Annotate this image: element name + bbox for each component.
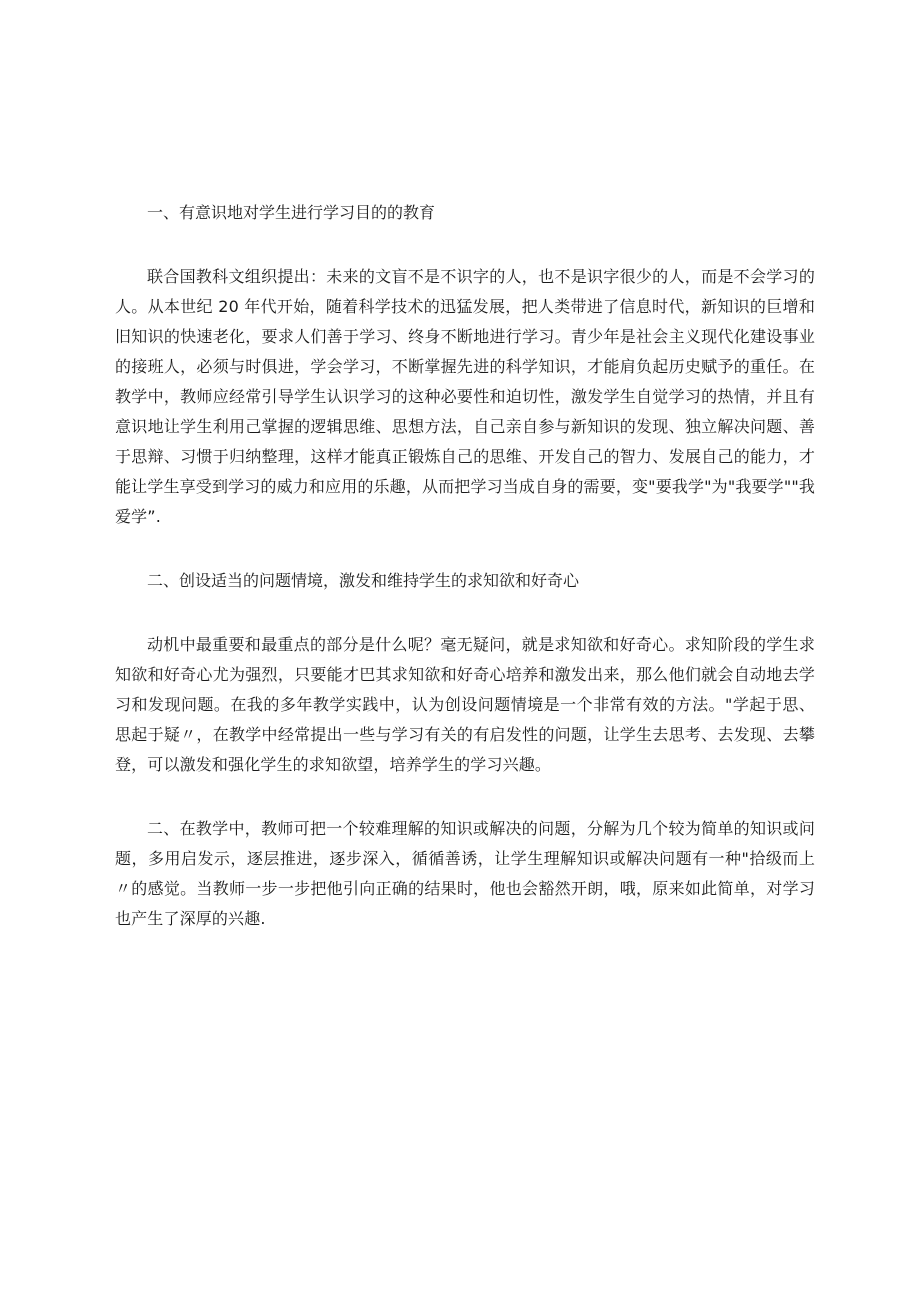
section-1-heading: 一、有意识地对学生进行学习目的的教育: [147, 203, 436, 222]
document-body: [115, 198, 815, 934]
section-2-paragraph: 动机中最重要和最重点的部分是什么呢？毫无疑问，就是求知欲和好奇心。求知阶段的学生求知欲和好奇心尤为强烈，只要能才巴其求知欲和好奇心培养和激发出来，那么他们就会自动地去学习和发现问题。在我的多年教学实践中，认为创设问题情境是一个非常有效的方法。"学起于思、思起于疑〃，在教学中经常提出一些与学习有关的有启发性的问题，让学生去思考、去发现、去攀登，可以激发和强化学生的求知欲望，培养学生的学习兴趣。: [115, 635, 815, 774]
section-1-paragraph: 联合国教科文组织提出：未来的文盲不是不识字的人，也不是识字很少的人，而是不会学习的人。从本世纪 20 年代开始，随着科学技术的迅猛发展，把人类带进了信息时代，新知识的巨增和旧知识的快速老化，要求人们善于学习、终身不断地进行学习。青少年是社会主义现代化建设事业的接班人，必须与时俱进，学会学习，不断掌握先进的科学知识，才能肩负起历史赋予的重任。在教学中，教师应经常引导学生认识学习的这种必要性和迫切性，激发学生自觉学习的热情，并且有意识地让学生利用己掌握的逻辑思维、思想方法，自己亲自参与新知识的发现、独立解决问题、善于思辩、习惯于归纳整理，这样才能真正锻炼自己的思维、开发自己的智力、发展自己的能力，才能让学生享受到学习的威力和应用的乐趣，从而把学习当成自身的需要，变"要我学"为"我要学""我爱学”.: [115, 267, 815, 526]
section-3-paragraph: 二、在教学中，教师可把一个较难理解的知识或解决的问题，分解为几个较为简单的知识或问题，多用启发示，逐层推进，逐步深入，循循善诱，让学生理解知识或解决问题有一种"拾级而上〃的感觉。当教师一步一步把他引向正确的结果时，他也会豁然开朗，哦，原来如此简单，对学习也产生了深厚的兴趣.: [115, 819, 815, 928]
section-2-heading: 二、创设适当的问题情境，激发和维持学生的求知欲和好奇心: [147, 571, 580, 590]
